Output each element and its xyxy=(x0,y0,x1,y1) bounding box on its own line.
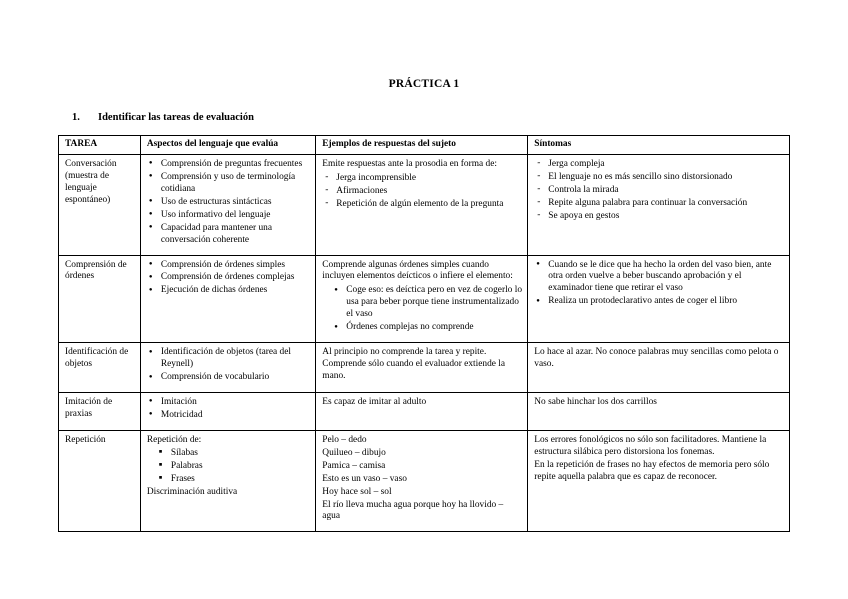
sintomas-paragraph: Los errores fonológicos no sólo son facilitadores. Mantiene la estructura silábica pero distorsiona los fonemas. xyxy=(534,434,767,457)
ejemplos-line: Pamica – camisa xyxy=(322,460,386,471)
cell-tarea: Conversación (muestra de lenguaje espontáneo) xyxy=(59,154,141,255)
aspectos-list xyxy=(147,159,310,247)
cell-tarea: Identificación de objetos xyxy=(59,343,141,393)
list-item: ● Comprensión de órdenes complejas xyxy=(147,272,310,284)
table-row xyxy=(59,392,790,430)
list-item: ● Coge eso: es deíctica pero en vez de cogerlo lo usa para beber porque tiene instrumentalizado el vaso xyxy=(332,285,522,321)
list-item: ● Comprensión y uso de terminología cotidiana xyxy=(147,172,310,196)
cell-aspectos xyxy=(140,154,315,255)
section-number: 1. xyxy=(72,112,80,123)
cell-aspectos xyxy=(140,392,315,430)
list-item: - Jerga compleja xyxy=(534,159,784,171)
cell-aspectos xyxy=(140,430,315,532)
ejemplos-line: Quilueo – dibujo xyxy=(322,447,386,458)
list-item: ● Ejecución de dichas órdenes xyxy=(147,285,310,297)
cell-tarea: Comprensión de órdenes xyxy=(59,255,141,343)
column-header-tarea: TAREA xyxy=(59,136,141,155)
list-item: ● Cuando se le dice que ha hecho la orden del vaso bien, ante otra orden vuelve a beber buscando aprobación y el examinador tiene que retirar el vaso xyxy=(534,260,784,296)
list-item: - Afirmaciones xyxy=(322,186,522,198)
list-item: - Jerga incomprensible xyxy=(322,173,522,185)
list-item: ● Capacidad para mantener una conversación coherente xyxy=(147,223,310,247)
table-row xyxy=(59,154,790,255)
cell-aspectos xyxy=(140,255,315,343)
list-item: - Repite alguna palabra para continuar la conversación xyxy=(534,198,784,210)
page-title: PRÁCTICA 1 xyxy=(388,78,460,90)
cell-tarea: Imitación de praxias xyxy=(59,392,141,430)
section-heading xyxy=(72,112,790,123)
table-row xyxy=(59,430,790,532)
ejemplos-line: Hoy hace sol – sol xyxy=(322,486,392,497)
table-row xyxy=(59,255,790,343)
ejemplos-line: El río lleva mucha agua porque hoy ha llovido – agua xyxy=(322,499,504,522)
ejemplos-list xyxy=(322,173,522,211)
evaluation-tasks-table xyxy=(58,135,790,532)
aspectos-list xyxy=(147,397,310,422)
list-item: - Controla la mirada xyxy=(534,185,784,197)
aspectos-tail: Discriminación auditiva xyxy=(146,486,238,497)
aspectos-lead: Repetición de: xyxy=(146,434,202,445)
list-item: ● Uso informativo del lenguaje xyxy=(147,210,310,222)
cell-sintomas: Lo hace al azar. No conoce palabras muy sencillas como pelota o vaso. xyxy=(528,343,790,393)
sintomas-list xyxy=(534,159,784,223)
cell-aspectos xyxy=(140,343,315,393)
table-header-row xyxy=(59,136,790,155)
aspectos-list xyxy=(157,448,310,486)
column-header-sintomas: Síntomas xyxy=(528,136,790,155)
cell-ejemplos: Es capaz de imitar al adulto xyxy=(316,392,528,430)
cell-sintomas xyxy=(528,154,790,255)
list-item: - Se apoya en gestos xyxy=(534,211,784,223)
column-header-aspectos: Aspectos del lenguaje que evalúa xyxy=(140,136,315,155)
cell-ejemplos xyxy=(316,430,528,532)
list-item: - Repetición de algún elemento de la pregunta xyxy=(322,199,522,211)
list-item: ● Imitación xyxy=(147,397,310,409)
list-item: - El lenguaje no es más sencillo sino distorsionado xyxy=(534,172,784,184)
cell-sintomas xyxy=(528,430,790,532)
ejemplos-list xyxy=(332,285,522,334)
list-item: ● Uso de estructuras sintácticas xyxy=(147,197,310,209)
ejemplos-line: Pelo – dedo xyxy=(322,434,367,445)
list-item: ■ Frases xyxy=(157,474,310,486)
list-item: ● Motricidad xyxy=(147,410,310,422)
sintomas-paragraph: En la repetición de frases no hay efectos de memoria pero sólo repite aquella palabra que es capaz de reconocer. xyxy=(534,459,770,482)
cell-ejemplos xyxy=(316,154,528,255)
list-item: ■ Palabras xyxy=(157,461,310,473)
column-header-ejemplos: Ejemplos de respuestas del sujeto xyxy=(316,136,528,155)
cell-ejemplos xyxy=(316,255,528,343)
list-item: ● Órdenes complejas no comprende xyxy=(332,322,522,334)
ejemplos-lead: Emite respuestas ante la prosodia en forma de: xyxy=(322,158,497,169)
ejemplos-lead: Comprende algunas órdenes simples cuando incluyen elementos deícticos o infiere el elemento: xyxy=(322,259,513,282)
sintomas-list xyxy=(534,260,784,309)
list-item: ● Comprensión de órdenes simples xyxy=(147,260,310,272)
list-item: ● Identificación de objetos (tarea del Reynell) xyxy=(147,347,310,371)
aspectos-list xyxy=(147,260,310,298)
section-title: Identificar las tareas de evaluación xyxy=(98,112,254,123)
cell-sintomas: No sabe hinchar los dos carrillos xyxy=(528,392,790,430)
list-item: ● Comprensión de preguntas frecuentes xyxy=(147,159,310,171)
list-item: ● Comprensión de vocabulario xyxy=(147,372,310,384)
cell-tarea: Repetición xyxy=(59,430,141,532)
list-item: ● Realiza un protodeclarativo antes de coger el libro xyxy=(534,296,784,308)
table-row xyxy=(59,343,790,393)
cell-sintomas xyxy=(528,255,790,343)
aspectos-list xyxy=(147,347,310,384)
cell-ejemplos: Al principio no comprende la tarea y repite. Comprende sólo cuando el evaluador extiende la mano. xyxy=(316,343,528,393)
list-item: ■ Sílabas xyxy=(157,448,310,460)
ejemplos-line: Esto es un vaso – vaso xyxy=(322,473,407,484)
